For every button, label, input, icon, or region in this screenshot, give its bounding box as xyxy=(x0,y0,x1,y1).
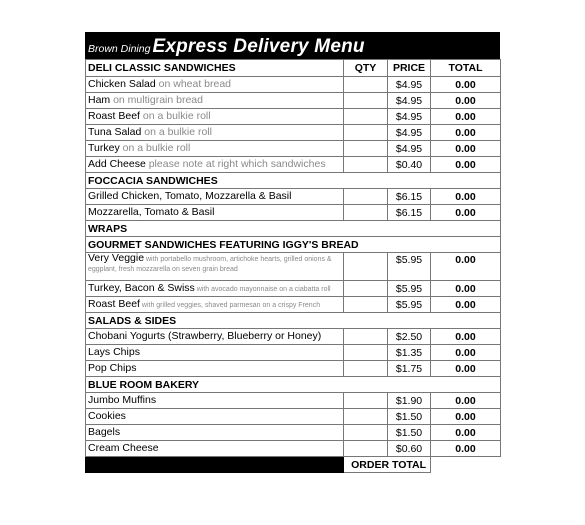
qty-input-cell[interactable] xyxy=(344,329,388,345)
item-name: Jumbo Muffins xyxy=(88,394,157,406)
item-cell xyxy=(86,109,344,125)
section-row xyxy=(86,173,501,189)
item-total: 0.00 xyxy=(431,409,501,425)
item-name: Roast Beef xyxy=(88,297,140,310)
section-title: WRAPS xyxy=(86,221,501,237)
item-cell xyxy=(86,329,344,345)
item-total: 0.00 xyxy=(431,441,501,457)
item-price: $4.95 xyxy=(388,109,431,125)
qty-input-cell[interactable] xyxy=(344,253,388,281)
section-row xyxy=(86,60,501,77)
item-name: Turkey, Bacon & Swiss xyxy=(88,281,195,294)
qty-input-cell[interactable] xyxy=(344,425,388,441)
total-header: TOTAL xyxy=(431,60,501,77)
item-price: $4.95 xyxy=(388,77,431,93)
item-price: $1.90 xyxy=(388,393,431,409)
item-description: on a bulkie roll xyxy=(141,126,212,138)
item-cell xyxy=(86,361,344,377)
item-cell xyxy=(86,141,344,157)
item-row xyxy=(86,253,501,281)
item-name: Grilled Chicken, Tomato, Mozzarella & Basil xyxy=(88,190,292,202)
item-price: $5.95 xyxy=(388,297,431,313)
item-name: Turkey xyxy=(88,142,120,154)
footer-spacer xyxy=(86,457,344,473)
item-cell xyxy=(86,93,344,109)
item-cell xyxy=(86,205,344,221)
item-description: on wheat bread xyxy=(155,78,232,90)
item-cell xyxy=(86,441,344,457)
item-name: Ham xyxy=(88,94,111,106)
section-row xyxy=(86,237,501,253)
item-total: 0.00 xyxy=(431,205,501,221)
qty-input-cell[interactable] xyxy=(344,141,388,157)
item-cell xyxy=(86,125,344,141)
footer-row xyxy=(86,457,501,473)
item-total: 0.00 xyxy=(431,189,501,205)
item-cell xyxy=(86,409,344,425)
item-price: $5.95 xyxy=(388,253,431,281)
item-price: $0.40 xyxy=(388,157,431,173)
item-row xyxy=(86,409,501,425)
item-row xyxy=(86,361,501,377)
item-total: 0.00 xyxy=(431,253,501,281)
item-price: $1.50 xyxy=(388,425,431,441)
item-total: 0.00 xyxy=(431,77,501,93)
qty-input-cell[interactable] xyxy=(344,205,388,221)
item-row xyxy=(86,77,501,93)
item-name: Roast Beef xyxy=(88,110,140,122)
qty-input-cell[interactable] xyxy=(344,157,388,173)
item-name: Bagels xyxy=(88,426,121,438)
item-name: Mozzarella, Tomato & Basil xyxy=(88,206,215,218)
item-total: 0.00 xyxy=(431,125,501,141)
qty-input-cell[interactable] xyxy=(344,109,388,125)
price-header: PRICE xyxy=(388,60,431,77)
qty-input-cell[interactable] xyxy=(344,441,388,457)
item-price: $1.35 xyxy=(388,345,431,361)
item-description: with portabello mushroom, artichoke hearts, grilled onions & eggplant, fresh mozzarella on seven grain bread xyxy=(88,256,332,273)
item-total: 0.00 xyxy=(431,393,501,409)
item-total: 0.00 xyxy=(431,281,501,297)
item-cell xyxy=(86,253,344,281)
item-row xyxy=(86,125,501,141)
item-row xyxy=(86,297,501,313)
item-name: Very Veggie xyxy=(88,252,145,264)
qty-input-cell[interactable] xyxy=(344,345,388,361)
menu-subtitle: Brown Dining xyxy=(88,43,151,55)
item-price: $6.15 xyxy=(388,205,431,221)
item-cell xyxy=(86,189,344,205)
item-row xyxy=(86,157,501,173)
item-price: $1.50 xyxy=(388,409,431,425)
item-total: 0.00 xyxy=(431,141,501,157)
item-name: Tuna Salad xyxy=(88,126,142,138)
item-total: 0.00 xyxy=(431,109,501,125)
qty-input-cell[interactable] xyxy=(344,281,388,297)
item-description: with grilled veggies, shaved parmesan on a crispy French xyxy=(139,301,321,309)
order-total-value xyxy=(431,457,501,473)
item-price: $4.95 xyxy=(388,125,431,141)
menu-table xyxy=(85,59,501,473)
section-title: FOCCACIA SANDWICHES xyxy=(86,173,501,189)
item-row xyxy=(86,205,501,221)
item-row xyxy=(86,345,501,361)
menu-sheet xyxy=(85,32,500,473)
item-total: 0.00 xyxy=(431,361,501,377)
item-cell xyxy=(86,77,344,93)
qty-input-cell[interactable] xyxy=(344,77,388,93)
qty-input-cell[interactable] xyxy=(344,393,388,409)
item-price: $4.95 xyxy=(388,93,431,109)
qty-input-cell[interactable] xyxy=(344,361,388,377)
item-row xyxy=(86,425,501,441)
item-total: 0.00 xyxy=(431,329,501,345)
item-row xyxy=(86,441,501,457)
section-title: SALADS & SIDES xyxy=(86,313,501,329)
item-row xyxy=(86,281,501,297)
qty-input-cell[interactable] xyxy=(344,409,388,425)
item-price: $0.60 xyxy=(388,441,431,457)
section-row xyxy=(86,313,501,329)
qty-input-cell[interactable] xyxy=(344,297,388,313)
item-row xyxy=(86,189,501,205)
section-title: DELI CLASSIC SANDWICHES xyxy=(86,60,344,77)
item-name: Chobani Yogurts (Strawberry, Blueberry or Honey) xyxy=(88,330,322,342)
item-row xyxy=(86,393,501,409)
item-description: with avocado mayonnaise on a ciabatta roll xyxy=(194,285,331,293)
item-description: on multigrain bread xyxy=(110,94,203,106)
section-row xyxy=(86,221,501,237)
item-price: $4.95 xyxy=(388,141,431,157)
item-name: Pop Chips xyxy=(88,362,137,374)
title-bar xyxy=(85,32,500,59)
item-price: $6.15 xyxy=(388,189,431,205)
section-row xyxy=(86,377,501,393)
section-title: BLUE ROOM BAKERY xyxy=(86,377,501,393)
item-cell xyxy=(86,345,344,361)
item-total: 0.00 xyxy=(431,297,501,313)
item-description: please note at right which sandwiches xyxy=(145,158,326,170)
item-total: 0.00 xyxy=(431,425,501,441)
item-name: Lays Chips xyxy=(88,346,140,358)
item-total: 0.00 xyxy=(431,157,501,173)
item-description: on a bulkie roll xyxy=(139,110,211,122)
qty-input-cell[interactable] xyxy=(344,189,388,205)
qty-input-cell[interactable] xyxy=(344,125,388,141)
item-name: Cream Cheese xyxy=(88,442,159,454)
item-row xyxy=(86,109,501,125)
item-cell xyxy=(86,281,344,297)
item-name: Add Cheese xyxy=(88,158,146,170)
item-cell xyxy=(86,297,344,313)
menu-title: Express Delivery Menu xyxy=(152,36,365,57)
item-total: 0.00 xyxy=(431,93,501,109)
item-row xyxy=(86,329,501,345)
item-cell xyxy=(86,393,344,409)
item-description: on a bulkie roll xyxy=(119,142,191,154)
item-cell xyxy=(86,425,344,441)
item-name: Cookies xyxy=(88,410,126,422)
item-row xyxy=(86,141,501,157)
item-row xyxy=(86,93,501,109)
item-name: Chicken Salad xyxy=(88,78,156,90)
qty-input-cell[interactable] xyxy=(344,93,388,109)
qty-header: QTY xyxy=(344,60,388,77)
order-total-label: ORDER TOTAL xyxy=(344,457,431,473)
item-cell xyxy=(86,157,344,173)
section-title: GOURMET SANDWICHES FEATURING IGGY'S BREAD xyxy=(86,237,501,253)
item-price: $2.50 xyxy=(388,329,431,345)
item-total: 0.00 xyxy=(431,345,501,361)
item-price: $5.95 xyxy=(388,281,431,297)
item-price: $1.75 xyxy=(388,361,431,377)
